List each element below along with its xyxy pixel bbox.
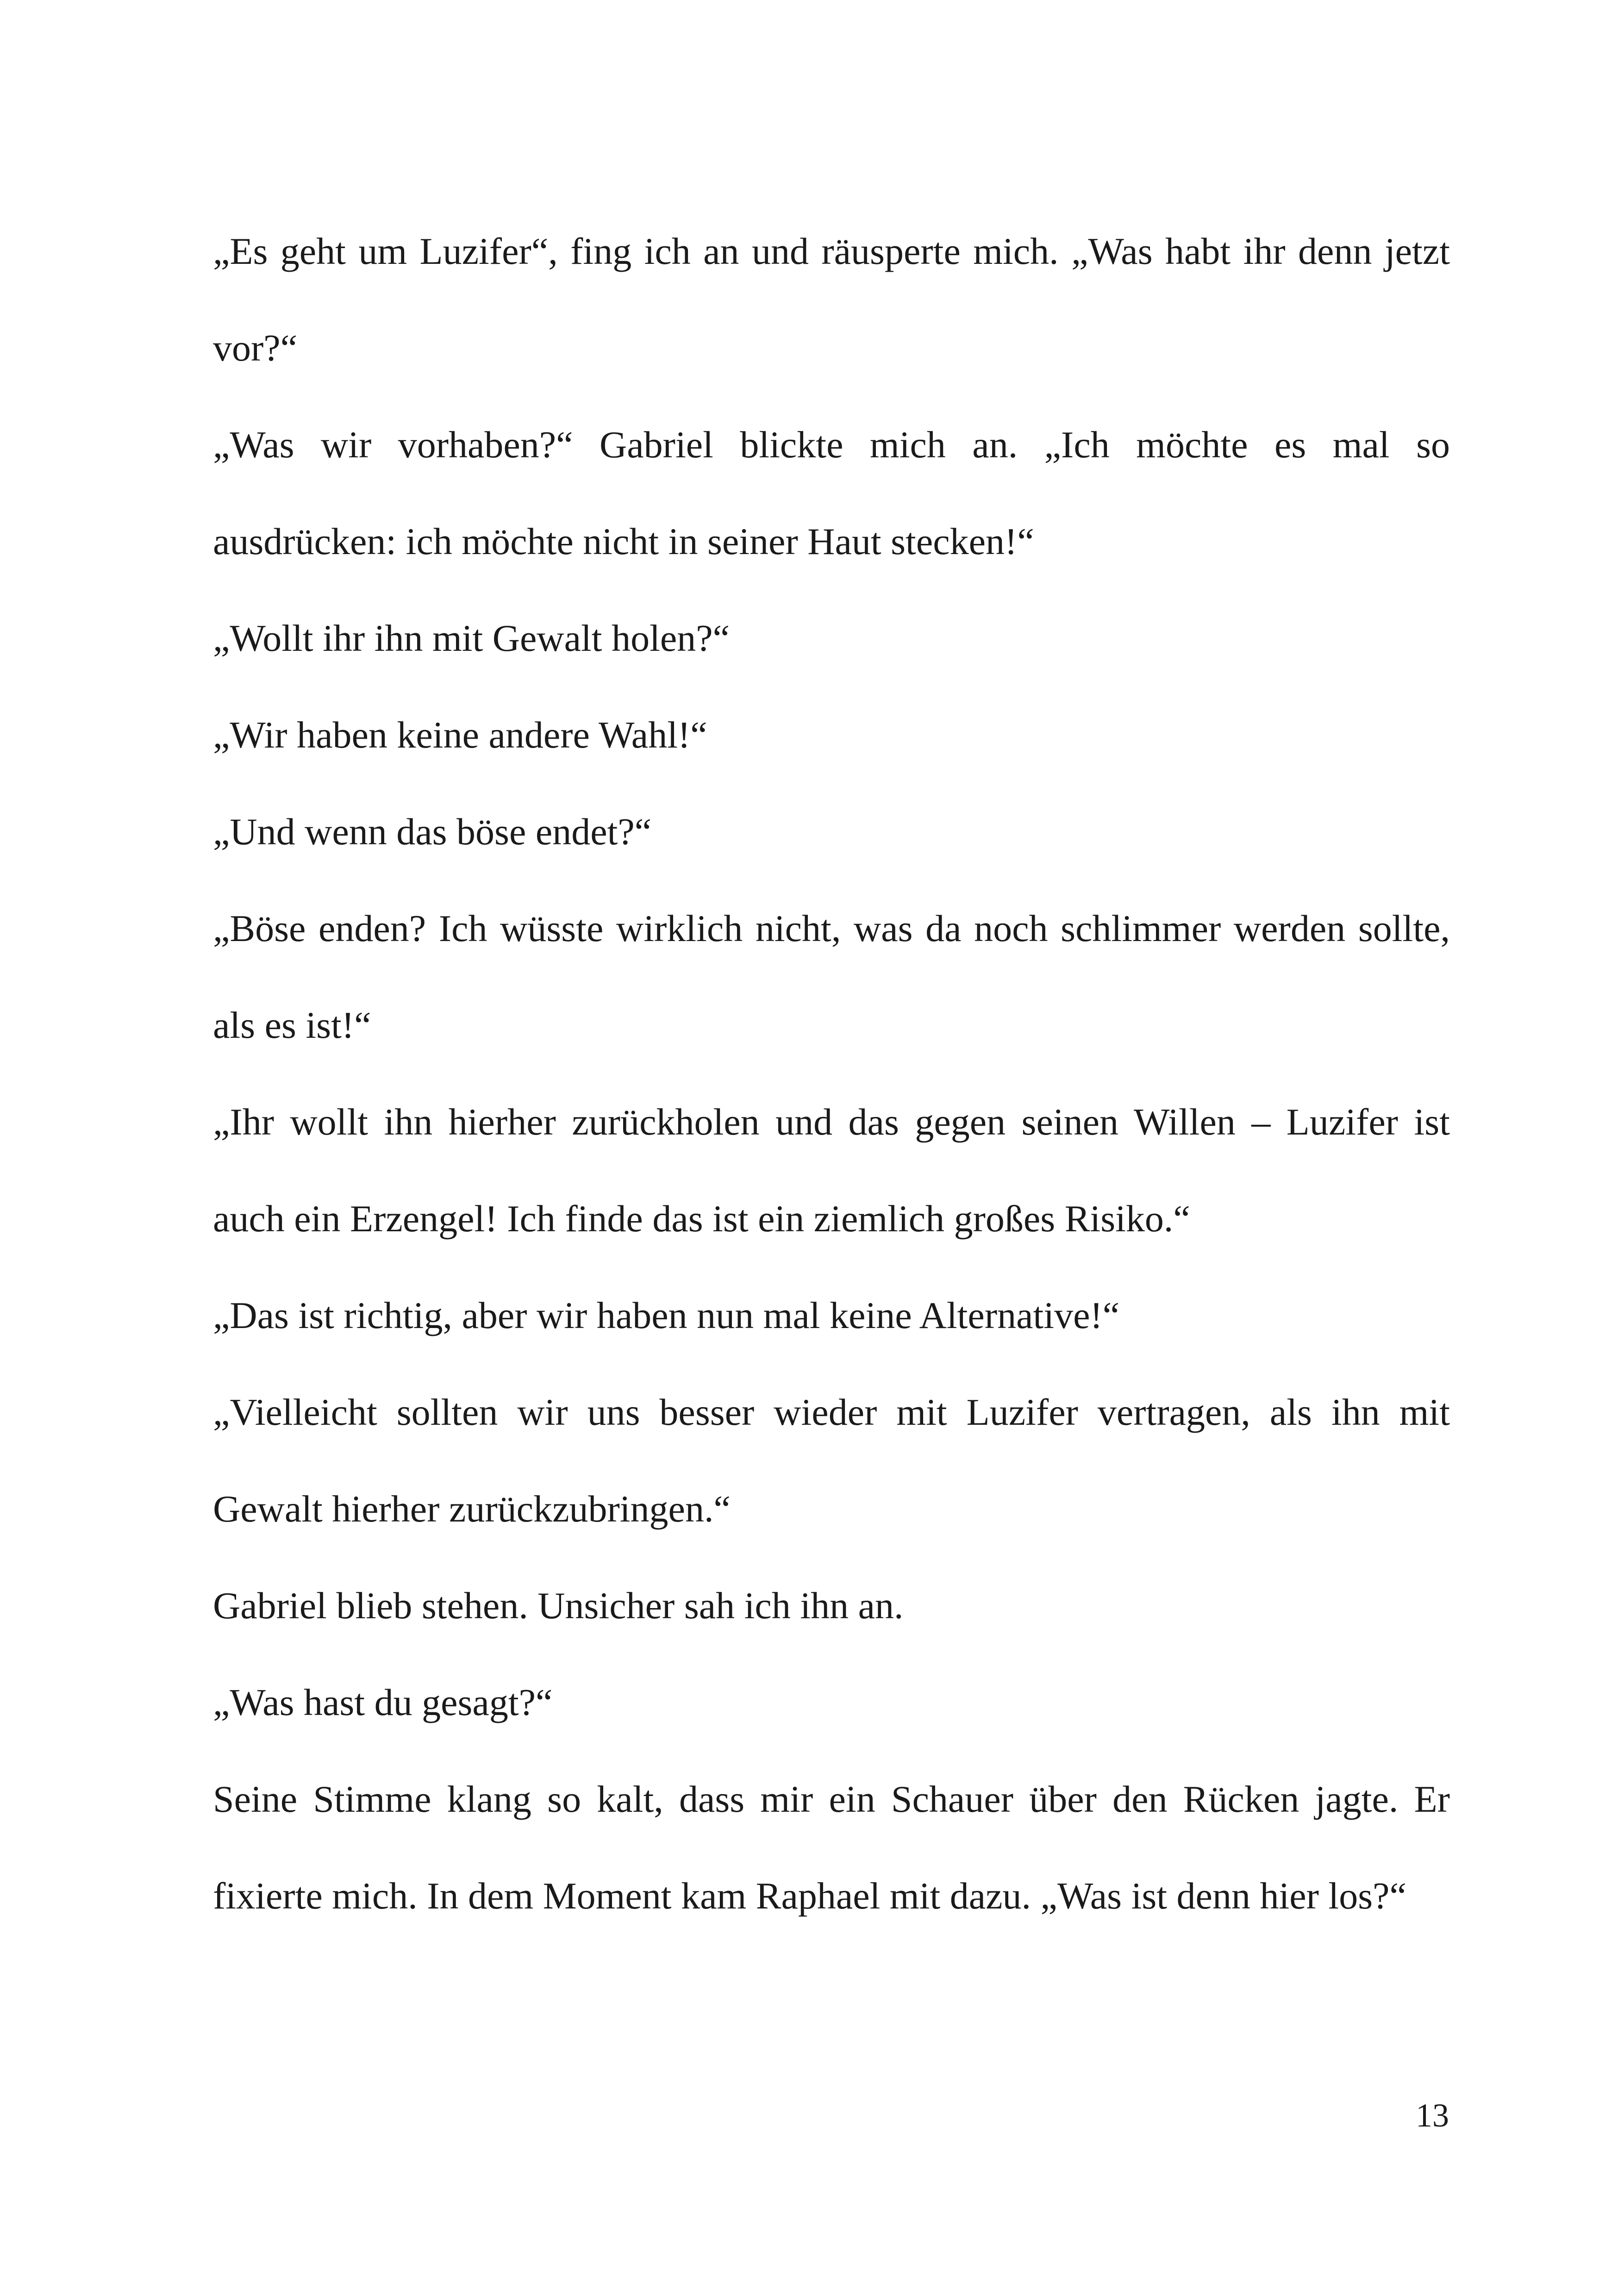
page-number: 13 <box>1416 2097 1449 2134</box>
paragraph: Seine Stimme klang so kalt, dass mir ein Schauer über den Rücken jagte. Er fixierte mich. In dem Moment kam Raphael mit dazu. „Was ist denn hier los?“ <box>213 1778 1450 1917</box>
paragraph: „Wir haben keine andere Wahl!“ <box>213 714 707 756</box>
paragraph: „Das ist richtig, aber wir haben nun mal keine Alternative!“ <box>213 1294 1120 1336</box>
paragraph: „Wollt ihr ihn mit Gewalt holen?“ <box>213 617 730 659</box>
paragraph: „Was wir vorhaben?“ Gabriel blickte mich an. „Ich möchte es mal so ausdrücken: ich möchte nicht in seiner Haut stecken!“ <box>213 424 1450 562</box>
paragraph: „Und wenn das böse endet?“ <box>213 811 652 853</box>
paragraph: „Vielleicht sollten wir uns besser wieder mit Luzifer vertragen, als ihn mit Gewalt hierher zurückzubringen.“ <box>213 1391 1450 1530</box>
paragraph: Gabriel blieb stehen. Unsicher sah ich ihn an. <box>213 1584 904 1627</box>
body-text <box>213 203 1450 1944</box>
paragraph: „Es geht um Luzifer“, fing ich an und räusperte mich. „Was habt ihr denn jetzt vor?“ <box>213 230 1450 369</box>
paragraph: „Was hast du gesagt?“ <box>213 1681 553 1723</box>
paragraph: „Ihr wollt ihn hierher zurückholen und das gegen seinen Willen – Luzifer ist auch ein Erzengel! Ich finde das ist ein ziemlich großes Risiko.“ <box>213 1101 1450 1240</box>
paragraph: „Böse enden? Ich wüsste wirklich nicht, was da noch schlimmer werden sollte, als es ist!“ <box>213 907 1450 1046</box>
